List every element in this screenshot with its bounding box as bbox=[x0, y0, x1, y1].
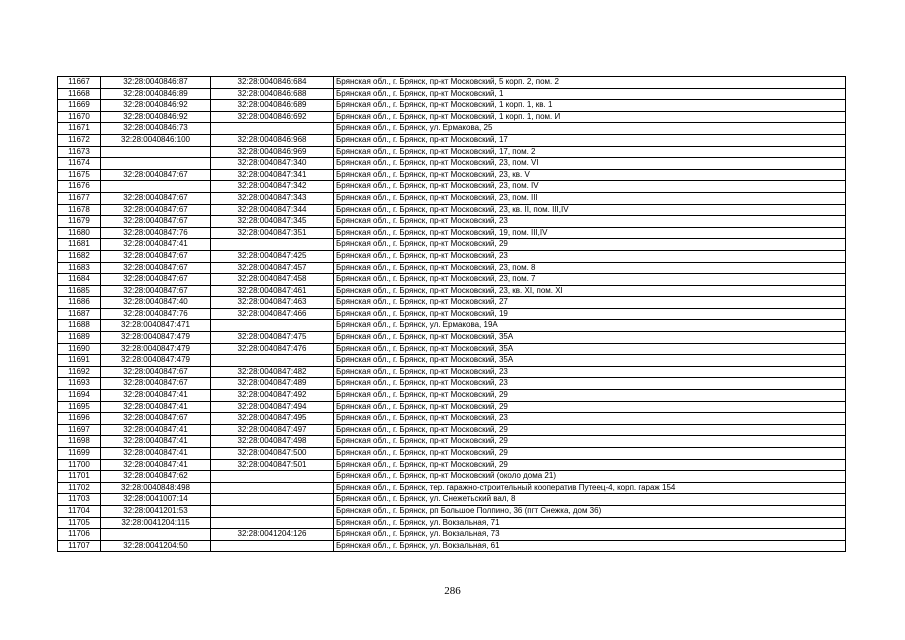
address-cell: Брянская обл., г. Брянск, пр-кт Московский, 29 bbox=[334, 448, 846, 460]
address-cell: Брянская обл., г. Брянск, пр-кт Московский, 1 корп. 1, кв. 1 bbox=[334, 100, 846, 112]
row-number-cell: 11687 bbox=[58, 308, 101, 320]
cadastral-number-cell: 32:28:0040846:92 bbox=[101, 111, 211, 123]
object-cadastral-number-cell bbox=[211, 540, 334, 552]
table-row bbox=[58, 134, 846, 146]
object-cadastral-number-cell: 32:28:0040847:489 bbox=[211, 378, 334, 390]
row-number-cell: 11680 bbox=[58, 227, 101, 239]
address-cell: Брянская обл., г. Брянск, пр-кт Московский, 23 bbox=[334, 413, 846, 425]
address-cell: Брянская обл., г. Брянск, пр-кт Московский, 1 bbox=[334, 88, 846, 100]
object-cadastral-number-cell bbox=[211, 482, 334, 494]
address-cell: Брянская обл., г. Брянск, рп Большое Полпино, 36 (пгт Снежка, дом 36) bbox=[334, 505, 846, 517]
cadastral-number-cell: 32:28:0041204:50 bbox=[101, 540, 211, 552]
table-row bbox=[58, 343, 846, 355]
object-cadastral-number-cell bbox=[211, 239, 334, 251]
address-cell: Брянская обл., г. Брянск, пр-кт Московский, 23 bbox=[334, 216, 846, 228]
table-row bbox=[58, 505, 846, 517]
cadastral-number-cell: 32:28:0040846:100 bbox=[101, 134, 211, 146]
object-cadastral-number-cell: 32:28:0041204:126 bbox=[211, 529, 334, 541]
row-number-cell: 11669 bbox=[58, 100, 101, 112]
row-number-cell: 11684 bbox=[58, 274, 101, 286]
row-number-cell: 11675 bbox=[58, 169, 101, 181]
address-cell: Брянская обл., г. Брянск, пр-кт Московский, 17, пом. 2 bbox=[334, 146, 846, 158]
cadastral-number-cell: 32:28:0040847:479 bbox=[101, 355, 211, 367]
cadastral-number-cell: 32:28:0040847:62 bbox=[101, 471, 211, 483]
property-register-table bbox=[57, 76, 846, 552]
address-cell: Брянская обл., г. Брянск, пр-кт Московский, 23, кв. II, пом. III,IV bbox=[334, 204, 846, 216]
cadastral-number-cell bbox=[101, 158, 211, 170]
address-cell: Брянская обл., г. Брянск, ул. Ермакова, 25 bbox=[334, 123, 846, 135]
table-row bbox=[58, 494, 846, 506]
object-cadastral-number-cell: 32:28:0040847:482 bbox=[211, 366, 334, 378]
object-cadastral-number-cell: 32:28:0040846:968 bbox=[211, 134, 334, 146]
cadastral-number-cell: 32:28:0040847:67 bbox=[101, 366, 211, 378]
cadastral-number-cell: 32:28:0040846:73 bbox=[101, 123, 211, 135]
table-row bbox=[58, 390, 846, 402]
object-cadastral-number-cell: 32:28:0040847:344 bbox=[211, 204, 334, 216]
object-cadastral-number-cell: 32:28:0040847:457 bbox=[211, 262, 334, 274]
cadastral-number-cell: 32:28:0040848:498 bbox=[101, 482, 211, 494]
address-cell: Брянская обл., г. Брянск, пр-кт Московский (около дома 21) bbox=[334, 471, 846, 483]
address-cell: Брянская обл., г. Брянск, пр-кт Московский, 35А bbox=[334, 343, 846, 355]
address-cell: Брянская обл., г. Брянск, пр-кт Московский, 35А bbox=[334, 355, 846, 367]
row-number-cell: 11671 bbox=[58, 123, 101, 135]
table-row bbox=[58, 77, 846, 89]
address-cell: Брянская обл., г. Брянск, пр-кт Московский, 23, кв. XI, пом. XI bbox=[334, 285, 846, 297]
row-number-cell: 11670 bbox=[58, 111, 101, 123]
row-number-cell: 11689 bbox=[58, 332, 101, 344]
table-body bbox=[58, 77, 846, 552]
table-row bbox=[58, 181, 846, 193]
address-cell: Брянская обл., г. Брянск, пр-кт Московский, 29 bbox=[334, 390, 846, 402]
cadastral-number-cell: 32:28:0040847:67 bbox=[101, 204, 211, 216]
table-row bbox=[58, 169, 846, 181]
row-number-cell: 11667 bbox=[58, 77, 101, 89]
cadastral-number-cell: 32:28:0040847:479 bbox=[101, 343, 211, 355]
address-cell: Брянская обл., г. Брянск, пр-кт Московский, 29 bbox=[334, 459, 846, 471]
row-number-cell: 11674 bbox=[58, 158, 101, 170]
cadastral-number-cell bbox=[101, 146, 211, 158]
object-cadastral-number-cell: 32:28:0040847:425 bbox=[211, 250, 334, 262]
table-row bbox=[58, 297, 846, 309]
cadastral-number-cell: 32:28:0040846:89 bbox=[101, 88, 211, 100]
row-number-cell: 11692 bbox=[58, 366, 101, 378]
row-number-cell: 11696 bbox=[58, 413, 101, 425]
object-cadastral-number-cell bbox=[211, 123, 334, 135]
row-number-cell: 11705 bbox=[58, 517, 101, 529]
cadastral-number-cell: 32:28:0040847:41 bbox=[101, 390, 211, 402]
cadastral-number-cell: 32:28:0040847:41 bbox=[101, 448, 211, 460]
address-cell: Брянская обл., г. Брянск, пр-кт Московский, 1 корп. 1, пом. И bbox=[334, 111, 846, 123]
address-cell: Брянская обл., г. Брянск, пр-кт Московский, 27 bbox=[334, 297, 846, 309]
cadastral-number-cell: 32:28:0041007:14 bbox=[101, 494, 211, 506]
row-number-cell: 11678 bbox=[58, 204, 101, 216]
address-cell: Брянская обл., г. Брянск, пр-кт Московский, 29 bbox=[334, 401, 846, 413]
table-row bbox=[58, 471, 846, 483]
row-number-cell: 11693 bbox=[58, 378, 101, 390]
table-row bbox=[58, 204, 846, 216]
address-cell: Брянская обл., г. Брянск, пр-кт Московский, 23, кв. V bbox=[334, 169, 846, 181]
cadastral-number-cell: 32:28:0040847:41 bbox=[101, 436, 211, 448]
table-row bbox=[58, 250, 846, 262]
object-cadastral-number-cell: 32:28:0040847:501 bbox=[211, 459, 334, 471]
object-cadastral-number-cell bbox=[211, 494, 334, 506]
row-number-cell: 11690 bbox=[58, 343, 101, 355]
object-cadastral-number-cell: 32:28:0040847:492 bbox=[211, 390, 334, 402]
cadastral-number-cell: 32:28:0040847:41 bbox=[101, 424, 211, 436]
cadastral-number-cell: 32:28:0040847:67 bbox=[101, 262, 211, 274]
table-row bbox=[58, 482, 846, 494]
row-number-cell: 11691 bbox=[58, 355, 101, 367]
address-cell: Брянская обл., г. Брянск, ул. Ермакова, 19А bbox=[334, 320, 846, 332]
object-cadastral-number-cell bbox=[211, 320, 334, 332]
object-cadastral-number-cell bbox=[211, 471, 334, 483]
row-number-cell: 11707 bbox=[58, 540, 101, 552]
cadastral-number-cell: 32:28:0040847:76 bbox=[101, 308, 211, 320]
address-cell: Брянская обл., г. Брянск, ул. Вокзальная, 73 bbox=[334, 529, 846, 541]
cadastral-number-cell: 32:28:0040847:41 bbox=[101, 401, 211, 413]
table-row bbox=[58, 378, 846, 390]
table-row bbox=[58, 540, 846, 552]
table-row bbox=[58, 448, 846, 460]
address-cell: Брянская обл., г. Брянск, тер. гаражно-строительный кооператив Путеец-4, корп. гараж 154 bbox=[334, 482, 846, 494]
object-cadastral-number-cell: 32:28:0040847:497 bbox=[211, 424, 334, 436]
address-cell: Брянская обл., г. Брянск, пр-кт Московский, 23 bbox=[334, 378, 846, 390]
address-cell: Брянская обл., г. Брянск, пр-кт Московский, 23, пом. VI bbox=[334, 158, 846, 170]
object-cadastral-number-cell: 32:28:0040847:340 bbox=[211, 158, 334, 170]
address-cell: Брянская обл., г. Брянск, ул. Вокзальная, 71 bbox=[334, 517, 846, 529]
row-number-cell: 11698 bbox=[58, 436, 101, 448]
table-row bbox=[58, 158, 846, 170]
object-cadastral-number-cell: 32:28:0040846:688 bbox=[211, 88, 334, 100]
object-cadastral-number-cell: 32:28:0040847:341 bbox=[211, 169, 334, 181]
row-number-cell: 11682 bbox=[58, 250, 101, 262]
cadastral-number-cell: 32:28:0040847:67 bbox=[101, 285, 211, 297]
object-cadastral-number-cell: 32:28:0040847:498 bbox=[211, 436, 334, 448]
address-cell: Брянская обл., г. Брянск, пр-кт Московский, 23, пом. 8 bbox=[334, 262, 846, 274]
cadastral-number-cell: 32:28:0040846:87 bbox=[101, 77, 211, 89]
table-row bbox=[58, 192, 846, 204]
table-row bbox=[58, 88, 846, 100]
row-number-cell: 11702 bbox=[58, 482, 101, 494]
table-row bbox=[58, 100, 846, 112]
cadastral-number-cell: 32:28:0040846:92 bbox=[101, 100, 211, 112]
object-cadastral-number-cell: 32:28:0040847:351 bbox=[211, 227, 334, 239]
table-row bbox=[58, 459, 846, 471]
object-cadastral-number-cell: 32:28:0040847:495 bbox=[211, 413, 334, 425]
object-cadastral-number-cell: 32:28:0040847:342 bbox=[211, 181, 334, 193]
row-number-cell: 11703 bbox=[58, 494, 101, 506]
object-cadastral-number-cell: 32:28:0040847:466 bbox=[211, 308, 334, 320]
table-row bbox=[58, 123, 846, 135]
cadastral-number-cell: 32:28:0040847:67 bbox=[101, 169, 211, 181]
address-cell: Брянская обл., г. Брянск, пр-кт Московский, 23 bbox=[334, 366, 846, 378]
row-number-cell: 11681 bbox=[58, 239, 101, 251]
table-row bbox=[58, 366, 846, 378]
row-number-cell: 11685 bbox=[58, 285, 101, 297]
row-number-cell: 11706 bbox=[58, 529, 101, 541]
table-row bbox=[58, 413, 846, 425]
row-number-cell: 11697 bbox=[58, 424, 101, 436]
object-cadastral-number-cell: 32:28:0040847:500 bbox=[211, 448, 334, 460]
table-row bbox=[58, 517, 846, 529]
row-number-cell: 11668 bbox=[58, 88, 101, 100]
table-row bbox=[58, 424, 846, 436]
address-cell: Брянская обл., г. Брянск, пр-кт Московский, 23, пом. 7 bbox=[334, 274, 846, 286]
address-cell: Брянская обл., г. Брянск, пр-кт Московский, 35А bbox=[334, 332, 846, 344]
row-number-cell: 11677 bbox=[58, 192, 101, 204]
cadastral-number-cell: 32:28:0040847:67 bbox=[101, 413, 211, 425]
address-cell: Брянская обл., г. Брянск, ул. Вокзальная, 61 bbox=[334, 540, 846, 552]
table-row bbox=[58, 308, 846, 320]
address-cell: Брянская обл., г. Брянск, пр-кт Московский, 17 bbox=[334, 134, 846, 146]
row-number-cell: 11694 bbox=[58, 390, 101, 402]
address-cell: Брянская обл., г. Брянск, пр-кт Московский, 29 bbox=[334, 239, 846, 251]
address-cell: Брянская обл., г. Брянск, ул. Снежетьский вал, 8 bbox=[334, 494, 846, 506]
table-row bbox=[58, 355, 846, 367]
cadastral-number-cell: 32:28:0040847:479 bbox=[101, 332, 211, 344]
cadastral-number-cell: 32:28:0040847:76 bbox=[101, 227, 211, 239]
row-number-cell: 11700 bbox=[58, 459, 101, 471]
table-row bbox=[58, 285, 846, 297]
address-cell: Брянская обл., г. Брянск, пр-кт Московский, 19, пом. III,IV bbox=[334, 227, 846, 239]
row-number-cell: 11701 bbox=[58, 471, 101, 483]
row-number-cell: 11704 bbox=[58, 505, 101, 517]
object-cadastral-number-cell: 32:28:0040846:689 bbox=[211, 100, 334, 112]
cadastral-number-cell: 32:28:0040847:67 bbox=[101, 274, 211, 286]
table-row bbox=[58, 320, 846, 332]
object-cadastral-number-cell: 32:28:0040846:692 bbox=[211, 111, 334, 123]
table-row bbox=[58, 401, 846, 413]
cadastral-number-cell: 32:28:0040847:67 bbox=[101, 216, 211, 228]
address-cell: Брянская обл., г. Брянск, пр-кт Московский, 23 bbox=[334, 250, 846, 262]
row-number-cell: 11688 bbox=[58, 320, 101, 332]
address-cell: Брянская обл., г. Брянск, пр-кт Московский, 23, пом. IV bbox=[334, 181, 846, 193]
address-cell: Брянская обл., г. Брянск, пр-кт Московский, 19 bbox=[334, 308, 846, 320]
address-cell: Брянская обл., г. Брянск, пр-кт Московский, 5 корп. 2, пом. 2 bbox=[334, 77, 846, 89]
object-cadastral-number-cell: 32:28:0040847:343 bbox=[211, 192, 334, 204]
row-number-cell: 11695 bbox=[58, 401, 101, 413]
row-number-cell: 11672 bbox=[58, 134, 101, 146]
table-row bbox=[58, 239, 846, 251]
table-row bbox=[58, 262, 846, 274]
object-cadastral-number-cell: 32:28:0040846:684 bbox=[211, 77, 334, 89]
object-cadastral-number-cell: 32:28:0040847:494 bbox=[211, 401, 334, 413]
cadastral-number-cell: 32:28:0040847:41 bbox=[101, 459, 211, 471]
table-row bbox=[58, 436, 846, 448]
object-cadastral-number-cell: 32:28:0040846:969 bbox=[211, 146, 334, 158]
cadastral-number-cell: 32:28:0040847:471 bbox=[101, 320, 211, 332]
row-number-cell: 11679 bbox=[58, 216, 101, 228]
object-cadastral-number-cell: 32:28:0040847:458 bbox=[211, 274, 334, 286]
row-number-cell: 11673 bbox=[58, 146, 101, 158]
table-row bbox=[58, 529, 846, 541]
row-number-cell: 11686 bbox=[58, 297, 101, 309]
cadastral-number-cell bbox=[101, 529, 211, 541]
cadastral-number-cell: 32:28:0040847:67 bbox=[101, 250, 211, 262]
table-row bbox=[58, 332, 846, 344]
table-row bbox=[58, 227, 846, 239]
object-cadastral-number-cell bbox=[211, 517, 334, 529]
row-number-cell: 11699 bbox=[58, 448, 101, 460]
object-cadastral-number-cell: 32:28:0040847:463 bbox=[211, 297, 334, 309]
cadastral-number-cell bbox=[101, 181, 211, 193]
address-cell: Брянская обл., г. Брянск, пр-кт Московский, 29 bbox=[334, 436, 846, 448]
address-cell: Брянская обл., г. Брянск, пр-кт Московский, 29 bbox=[334, 424, 846, 436]
row-number-cell: 11676 bbox=[58, 181, 101, 193]
table-row bbox=[58, 216, 846, 228]
cadastral-number-cell: 32:28:0041204:115 bbox=[101, 517, 211, 529]
cadastral-number-cell: 32:28:0040847:67 bbox=[101, 192, 211, 204]
object-cadastral-number-cell bbox=[211, 355, 334, 367]
object-cadastral-number-cell: 32:28:0040847:461 bbox=[211, 285, 334, 297]
object-cadastral-number-cell: 32:28:0040847:345 bbox=[211, 216, 334, 228]
address-cell: Брянская обл., г. Брянск, пр-кт Московский, 23, пом. III bbox=[334, 192, 846, 204]
row-number-cell: 11683 bbox=[58, 262, 101, 274]
object-cadastral-number-cell: 32:28:0040847:476 bbox=[211, 343, 334, 355]
object-cadastral-number-cell: 32:28:0040847:475 bbox=[211, 332, 334, 344]
table-row bbox=[58, 111, 846, 123]
table-row bbox=[58, 274, 846, 286]
object-cadastral-number-cell bbox=[211, 505, 334, 517]
cadastral-number-cell: 32:28:0041201:53 bbox=[101, 505, 211, 517]
cadastral-number-cell: 32:28:0040847:40 bbox=[101, 297, 211, 309]
cadastral-number-cell: 32:28:0040847:67 bbox=[101, 378, 211, 390]
page-number: 286 bbox=[444, 585, 461, 597]
table-row bbox=[58, 146, 846, 158]
cadastral-number-cell: 32:28:0040847:41 bbox=[101, 239, 211, 251]
